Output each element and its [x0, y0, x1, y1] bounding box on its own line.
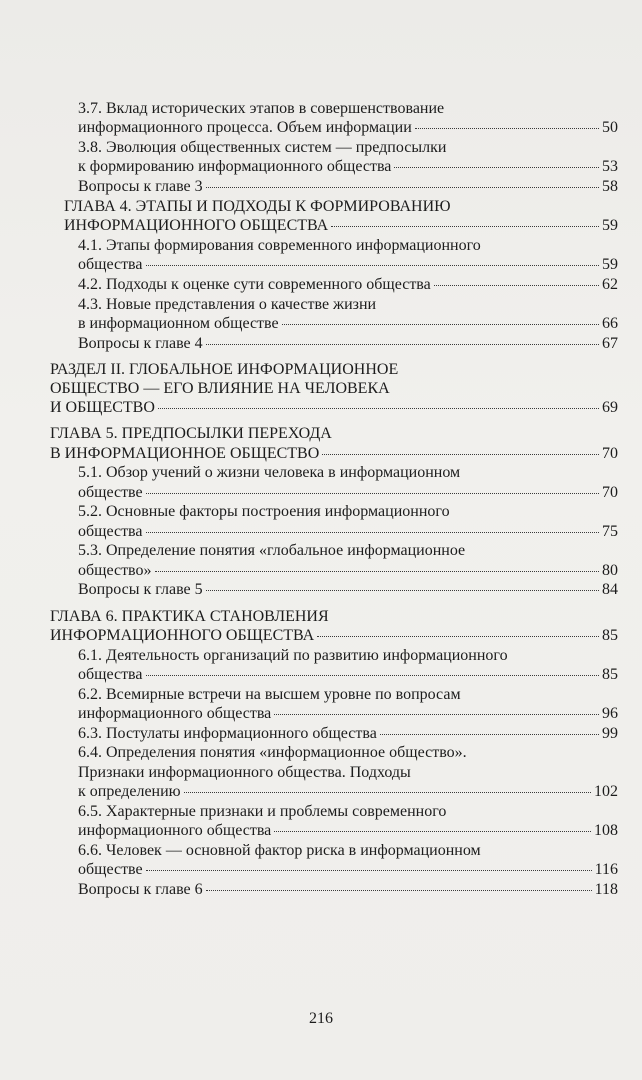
toc-entry — [50, 685, 618, 723]
dot-leader — [206, 344, 599, 345]
toc-entry-text: И ОБЩЕСТВО — [50, 399, 155, 417]
toc-page-number: 53 — [602, 158, 618, 176]
dot-leader — [158, 408, 599, 409]
toc-entry-text: информационного процесса. Объем информации — [78, 119, 412, 137]
toc-page-number: 102 — [594, 782, 618, 800]
toc-entry — [50, 880, 618, 899]
toc-entry — [50, 424, 618, 462]
toc-entry-text: 6.6. Человек — основной фактор риска в информационном — [78, 841, 481, 859]
toc-entry-text: Вопросы к главе 6 — [78, 880, 203, 898]
toc-page-number: 96 — [602, 704, 618, 722]
dot-leader — [274, 831, 591, 832]
toc-entry — [50, 463, 618, 501]
toc-entry-text: общества — [78, 522, 143, 540]
toc-entry-text: Вопросы к главе 3 — [78, 178, 203, 195]
toc-entry — [50, 236, 618, 274]
toc-page-number: 80 — [602, 561, 618, 579]
dot-leader — [206, 590, 599, 591]
toc-entry — [50, 724, 618, 743]
toc-entry-text: 5.2. Основные факторы построения информационного — [78, 503, 450, 521]
toc-entry — [50, 541, 618, 579]
toc-entry — [50, 841, 618, 879]
toc-page-number: 69 — [602, 399, 618, 417]
toc-entry-text: Вопросы к главе 4 — [78, 334, 203, 352]
dot-leader — [184, 792, 591, 793]
toc-page-number: 59 — [602, 217, 618, 234]
dot-leader — [331, 226, 599, 227]
dot-leader — [380, 734, 599, 735]
dot-leader — [415, 128, 599, 129]
toc-entry — [50, 743, 618, 801]
toc-entry-text: ГЛАВА 4. ЭТАПЫ И ПОДХОДЫ К ФОРМИРОВАНИЮ — [64, 197, 451, 215]
toc-entry-text: обществе — [78, 483, 143, 501]
toc-entry-text: ГЛАВА 5. ПРЕДПОСЫЛКИ ПЕРЕХОДА — [50, 425, 332, 443]
dot-leader — [206, 890, 592, 891]
toc-entry-text: общества — [78, 256, 143, 273]
toc-page-number: 50 — [602, 119, 618, 137]
toc-entry-text: в информационном обществе — [78, 314, 279, 332]
toc-entry-text: 6.2. Всемирные встречи на высшем уровне по вопросам — [78, 685, 461, 703]
toc-entry-text: информационного общества — [78, 704, 272, 722]
toc-page-number: 116 — [594, 860, 618, 878]
toc-entry-text: 6.4. Определения понятия «информационное общество». — [78, 744, 467, 762]
toc-entry — [50, 177, 618, 196]
toc-entry-text: 3.8. Эволюция общественных систем — предпосылки — [78, 139, 447, 156]
toc-entry-text: ГЛАВА 6. ПРАКТИКА СТАНОВЛЕНИЯ — [50, 607, 329, 625]
toc-page-number: 84 — [602, 581, 618, 599]
toc-entry-text: 6.1. Деятельность организаций по развитию информационного — [78, 646, 508, 664]
toc-entry-text: 4.2. Подходы к оценке сути современного общества — [78, 275, 431, 293]
toc-entry-text: информационного общества — [78, 821, 272, 839]
dot-leader — [434, 285, 599, 286]
toc-page-number: 67 — [602, 334, 618, 352]
toc-entry-text: 5.3. Определение понятия «глобальное информационное — [78, 542, 466, 560]
toc-entry-text: 3.7. Вклад исторических этапов в совершенствование — [78, 100, 445, 117]
dot-leader — [282, 324, 599, 325]
dot-leader — [206, 187, 599, 188]
toc-entry-text: Вопросы к главе 5 — [78, 581, 203, 599]
toc-entry-text: ИНФОРМАЦИОННОГО ОБЩЕСТВА — [50, 626, 315, 644]
toc-entry-text: 6.3. Постулаты информационного общества — [78, 724, 377, 742]
dot-leader — [394, 167, 599, 168]
dot-leader — [146, 532, 600, 533]
toc-entry-text: ОБЩЕСТВО — ЕГО ВЛИЯНИЕ НА ЧЕЛОВЕКА — [50, 380, 390, 397]
toc-entry — [50, 99, 618, 137]
dot-leader — [146, 675, 600, 676]
toc-entry — [50, 138, 618, 176]
toc-page-number: 58 — [602, 178, 618, 195]
table-of-contents — [50, 99, 618, 899]
toc-entry — [50, 295, 618, 333]
toc-entry-text: 4.1. Этапы формирования современного информационного — [78, 236, 481, 254]
dot-leader — [274, 714, 599, 715]
toc-page-number: 75 — [602, 522, 618, 540]
toc-entry-text: Признаки информационного общества. Подходы — [78, 763, 411, 781]
toc-entry-text: РАЗДЕЛ II. ГЛОБАЛЬНОЕ ИНФОРМАЦИОННОЕ — [50, 360, 399, 378]
toc-entry-text: ИНФОРМАЦИОННОГО ОБЩЕСТВА — [64, 217, 329, 234]
toc-entry — [50, 802, 618, 840]
toc-entry-text: обществе — [78, 860, 143, 878]
toc-page-number: 66 — [602, 314, 618, 332]
dot-leader — [317, 636, 599, 637]
toc-page-number: 85 — [602, 626, 618, 644]
toc-entry-text: 6.5. Характерные признаки и проблемы современного — [78, 802, 447, 820]
toc-page-number: 70 — [602, 444, 618, 462]
dot-leader — [146, 870, 592, 871]
toc-page-number: 85 — [602, 665, 618, 683]
toc-page-number: 108 — [594, 821, 618, 839]
toc-entry — [50, 334, 618, 353]
toc-entry — [50, 580, 618, 599]
dot-leader — [322, 454, 599, 455]
toc-entry-text: 5.1. Обзор учений о жизни человека в информационном — [78, 464, 461, 482]
toc-entry-text: общество» — [78, 561, 152, 579]
toc-entry — [50, 607, 618, 645]
toc-entry — [50, 197, 618, 235]
dot-leader — [146, 265, 600, 266]
toc-entry-text: общества — [78, 665, 143, 683]
toc-entry — [50, 646, 618, 684]
toc-entry — [50, 360, 618, 418]
toc-page-number: 99 — [602, 724, 618, 742]
toc-entry-text: к определению — [78, 782, 181, 800]
toc-page-number: 62 — [602, 275, 618, 293]
toc-entry-text: к формированию информационного общества — [78, 158, 392, 176]
toc-entry — [50, 502, 618, 540]
dot-leader — [146, 493, 599, 494]
toc-entry-text: 4.3. Новые представления о качестве жизни — [78, 295, 377, 313]
page-number: 216 — [309, 1010, 333, 1027]
toc-page-number: 118 — [594, 880, 618, 898]
dot-leader — [155, 571, 600, 572]
toc-page-number: 59 — [602, 256, 618, 273]
toc-page-number: 70 — [602, 483, 618, 501]
toc-entry-text: В ИНФОРМАЦИОННОЕ ОБЩЕСТВО — [50, 444, 320, 462]
toc-entry — [50, 275, 618, 294]
